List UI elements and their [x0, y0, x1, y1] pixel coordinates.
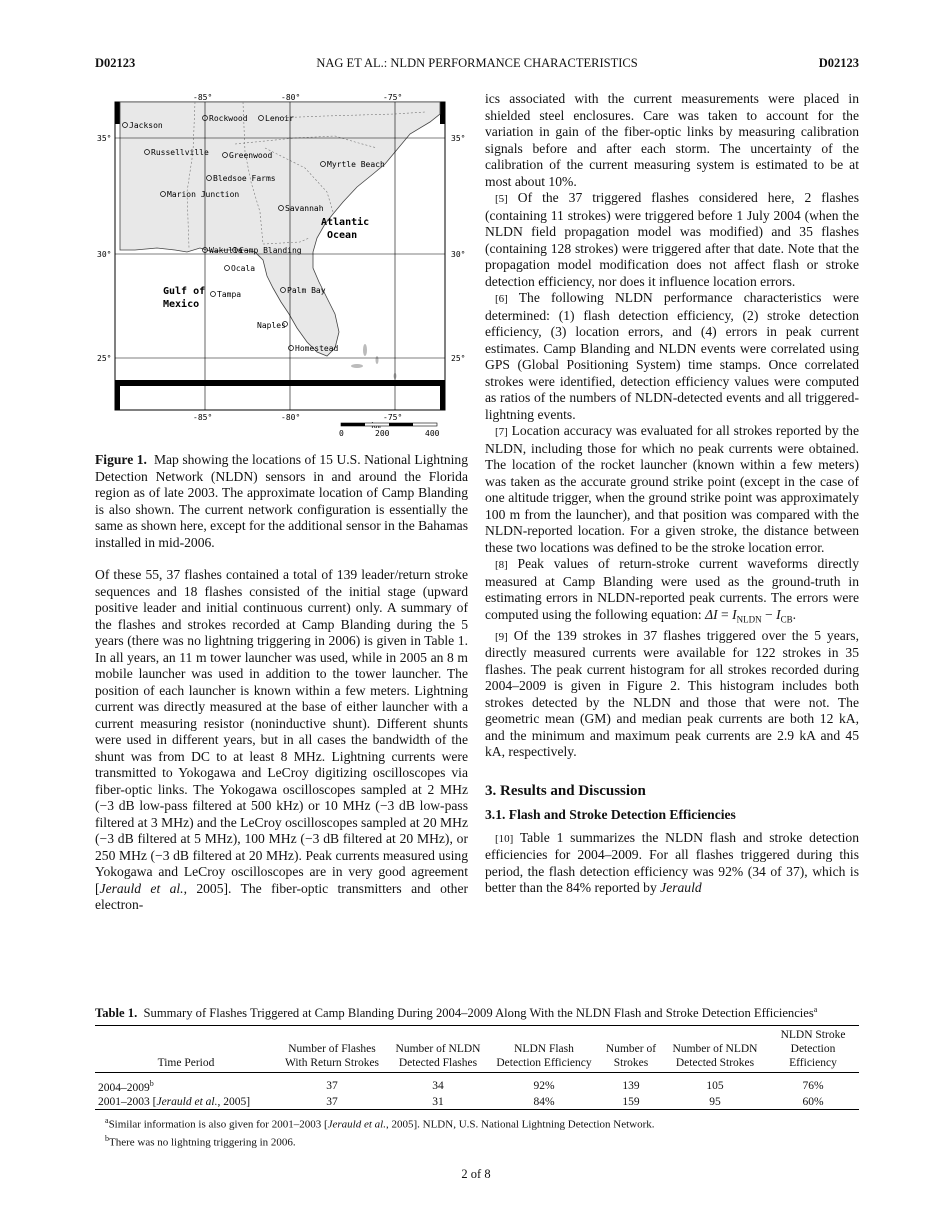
paragraph-9: [9] Of the 139 strokes in 37 flashes triggered over the 5 years, directly measured currents were available for 122 strokes in 35 flashes. The peak current histogram for all strokes recorded during 2004–2009 is given in Figure 2. This histogram includes both strokes detected by the NLDN and those that were not. The geometric mean (GM) and median peak currents are both 12 kA, and the minimum and maximum peak currents are 2.9 kA and 45 kA, respectively.: [485, 627, 859, 760]
label-gulf: Gulf of: [163, 286, 206, 297]
col-stroke-de: NLDN Stroke Detection Efficiency: [780, 1029, 846, 1070]
table-header-row: [95, 1026, 859, 1073]
scale-400: 400: [425, 429, 440, 438]
svg-text:Lenoir: Lenoir: [265, 114, 294, 123]
running-header: [95, 56, 859, 71]
station-wakulla: [203, 246, 243, 255]
subsection-heading: 3.1. Flash and Stroke Detection Efficiencies: [485, 807, 736, 823]
lat-left-2: 30°: [97, 250, 112, 259]
scale-200: 200: [375, 429, 390, 438]
station-russellville: [145, 148, 209, 157]
svg-text:Russellville: Russellville: [151, 148, 209, 157]
paragraph-4-end: ics associated with the current measurements were placed in shielded steel enclosures. Care was taken to account for the variation in gain of the fiber-optic links by measuring calibration signals before and after each storm. The uncertainty of the calibration of the current measuring system is estimated to be at most about 10%.: [485, 91, 859, 189]
station-homestead: [289, 344, 339, 353]
paragraph-4-cont: Of these 55, 37 flashes contained a total of 139 leader/return stroke sequences and 18 flashes consisted of the initial stage (upward positive leader and initial continuous current) only. A summary of the flashes and strokes recorded at Camp Blanding during the 5 years (there was no lightning triggering in 2006) is given in Table 1. In all years, an 11 m tower launcher was used, while in 2005 an 8 m mobile launcher was used in addition to the tower launcher. The position of each launcher is known within a few meters. Lightning current was directly measured at the base of either launcher with a current measuring resistor (noninductive shunt). Different shunts were used in different years, but in all cases the bandwidth of the shunt was from DC to at least 8 MHz. Lightning currents were transmitted to Yokogawa and LeCroy digitizing oscilloscopes via fiber-optic links. The Yokogawa oscilloscopes sampled at 2 MHz (−3 dB low-pass filtered at 500 kHz) or 10 MHz (−3 dB low-pass filtered at 3 MHz) and the LeCroy oscilloscopes sampled at 20 MHz (−3 dB filtered at 5 MHz), 100 MHz (−3 dB filtered at 20 MHz), or 250 MHz (−3 dB filtered at 20 MHz). Peak currents measured using Yokogawa and LeCroy oscilloscopes are in very good agreement [Jerauld et al., 2005]. The fiber-optic transmitters and other electron-: [95, 567, 469, 912]
station-palm-bay: [281, 286, 326, 295]
svg-text:Bledsoe Farms: Bledsoe Farms: [213, 174, 276, 183]
label-ocean: Ocean: [327, 230, 358, 241]
left-column: [95, 452, 468, 914]
station-greenwood: [223, 151, 273, 160]
col-nldn-strokes: Number of NLDN Detected Strokes: [672, 1043, 758, 1070]
svg-text:Palm Bay: Palm Bay: [287, 286, 326, 295]
lat-right-2: 30°: [451, 250, 466, 259]
figure-label: Figure 1.: [95, 452, 147, 467]
header-left: D02123: [95, 56, 136, 70]
lon-top-2: -80°: [281, 93, 301, 102]
header-right: D02123: [818, 56, 859, 70]
svg-text:Wakulla: Wakulla: [209, 246, 243, 255]
paragraph-10: [10] Table 1 summarizes the NLDN flash and stroke detection efficiencies for 2004–2009. For all flashes triggered during this period, the flash detection efficiency was 92% (34 of 37), which is better than the 84% reported by Jerauld: [485, 829, 859, 896]
paragraph-6: [6] The following NLDN performance characteristics were determined: (1) flash detection efficiency, (2) stroke detection efficiency, (3) location errors, and (4) errors in peak current estimates. Camp Blanding and NLDN events were correlated using GPS (Global Positioning System) time stamps. Once correlated strokes were identified, detection efficiency values were computed as ratios of the numbers of NLDN-detected events and all triggered-lightning events.: [485, 290, 859, 422]
col-nldn-flashes: Number of NLDN Detected Flashes: [395, 1043, 481, 1070]
lon-bottom-2: -80°: [281, 413, 301, 422]
svg-text:Homestead: Homestead: [295, 344, 339, 353]
table-1: [95, 1002, 859, 1149]
label-atlantic: Atlantic: [321, 217, 370, 228]
figure-caption-text: Map showing the locations of 15 U.S. National Lightning Detection Network (NLDN) sensors in and around the Florida region as of late 2003. The approximate location of Camp Blanding is also shown. The current network configuration is essentially the same as shown here, except for the additional sensor in the Bahamas installed in mid-2006.: [95, 452, 469, 550]
table-grid: [95, 1025, 859, 1110]
lat-left-1: 35°: [97, 134, 112, 143]
station-jackson: [123, 121, 163, 130]
florida-sensor-map: [95, 92, 473, 438]
station-marion-junction: [161, 190, 240, 199]
col-time-period: Time Period: [157, 1057, 215, 1070]
svg-text:Savannah: Savannah: [285, 204, 324, 213]
table-footnote-a: $^a$Similar information is also given for 2001–2003 [Jerauld et al., 2005]. NLDN, U.S. National Lightning Detection Network.: [105, 1116, 655, 1131]
lon-bottom-3: -75°: [383, 413, 403, 422]
svg-text:Tampa: Tampa: [217, 290, 242, 299]
right-column: [485, 91, 859, 897]
svg-text:Myrtle Beach: Myrtle Beach: [327, 160, 385, 169]
table-row: 2001–2003 [Jerauld et al., 2005] 37 31 84% 159 95 60%: [95, 1095, 859, 1110]
citation: Jerauld et al.: [99, 880, 184, 896]
station-camp-blanding: [233, 246, 302, 255]
col-flash-de: NLDN Flash Detection Efficiency: [496, 1043, 592, 1070]
lat-right-1: 35°: [451, 134, 466, 143]
station-myrtle-beach: [321, 160, 385, 169]
page-number: 2 of 8: [461, 1167, 491, 1181]
header-title: NAG ET AL.: NLDN PERFORMANCE CHARACTERISTICS: [316, 56, 638, 70]
col-flashes: Number of Flashes With Return Strokes: [284, 1043, 380, 1070]
label-mexico: Mexico: [163, 299, 200, 310]
svg-text:Ocala: Ocala: [231, 264, 256, 273]
svg-text:Camp Blanding: Camp Blanding: [239, 246, 302, 255]
col-strokes: Number of Strokes: [605, 1043, 657, 1070]
svg-text:Jackson: Jackson: [129, 121, 163, 130]
lat-right-3: 25°: [451, 354, 466, 363]
section-heading: 3. Results and Discussion: [485, 782, 646, 799]
svg-text:Marion Junction: Marion Junction: [167, 190, 240, 199]
paragraph-7: [7] Location accuracy was evaluated for all strokes reported by the NLDN, including those for which no peak currents were obtained. The location of the rocket launcher (known within a few meters) was taken as the accurate ground strike point (except in the case of one altitude trigger, when the ground strike point was approximately 100 m from the launcher), and that position was compared with the NLDN-reported location. For a given stroke, the distance between these two locations was defined to be the stroke location error.: [485, 423, 859, 555]
station-rockwood: [203, 114, 248, 123]
lat-left-3: 25°: [97, 354, 112, 363]
figure-caption: [95, 452, 468, 551]
station-bledsoe-farms: [207, 174, 276, 183]
station-savannah: [279, 204, 324, 213]
station-naples: [257, 321, 288, 330]
paragraph-8: [8] Peak values of return-stroke current waveforms directly measured at Camp Blanding were used as the ground-truth in estimating errors in NLDN-reported peak currents. The errors were computed using the following equation: $\Delta I = I_{NLDN} - I_{CB}$.: [485, 556, 859, 625]
lon-top-1: -85°: [193, 93, 213, 102]
lon-top-3: -75°: [383, 93, 403, 102]
svg-text:Naples: Naples: [257, 321, 286, 330]
table-row: 2004–2009$^b$ 37 34 92% 139 105 76%: [98, 1079, 824, 1095]
table-caption: Table 1. Summary of Flashes Triggered at Camp Blanding During 2004–2009 Along With the NLDN Flash and Stroke Detection Efficiencies$^a$: [95, 1005, 818, 1021]
svg-text:Greenwood: Greenwood: [229, 151, 273, 160]
scale-0: 0: [339, 429, 344, 438]
paragraph-5: [5] Of the 37 triggered flashes considered here, 2 flashes (containing 11 strokes) were triggered before 1 July 2004 (when the NLDN field propagation model was modified) and 35 flashes (containing 128 strokes) were triggered after that date. Note that the propagation model modification does not affect flash or stroke detection efficiency, nor does it influence location errors.: [485, 190, 859, 289]
lon-bottom-1: -85°: [193, 413, 213, 422]
svg-text:Rockwood: Rockwood: [209, 114, 248, 123]
table-footnote-b: $^b$There was no lightning triggering in 2006.: [105, 1133, 296, 1149]
